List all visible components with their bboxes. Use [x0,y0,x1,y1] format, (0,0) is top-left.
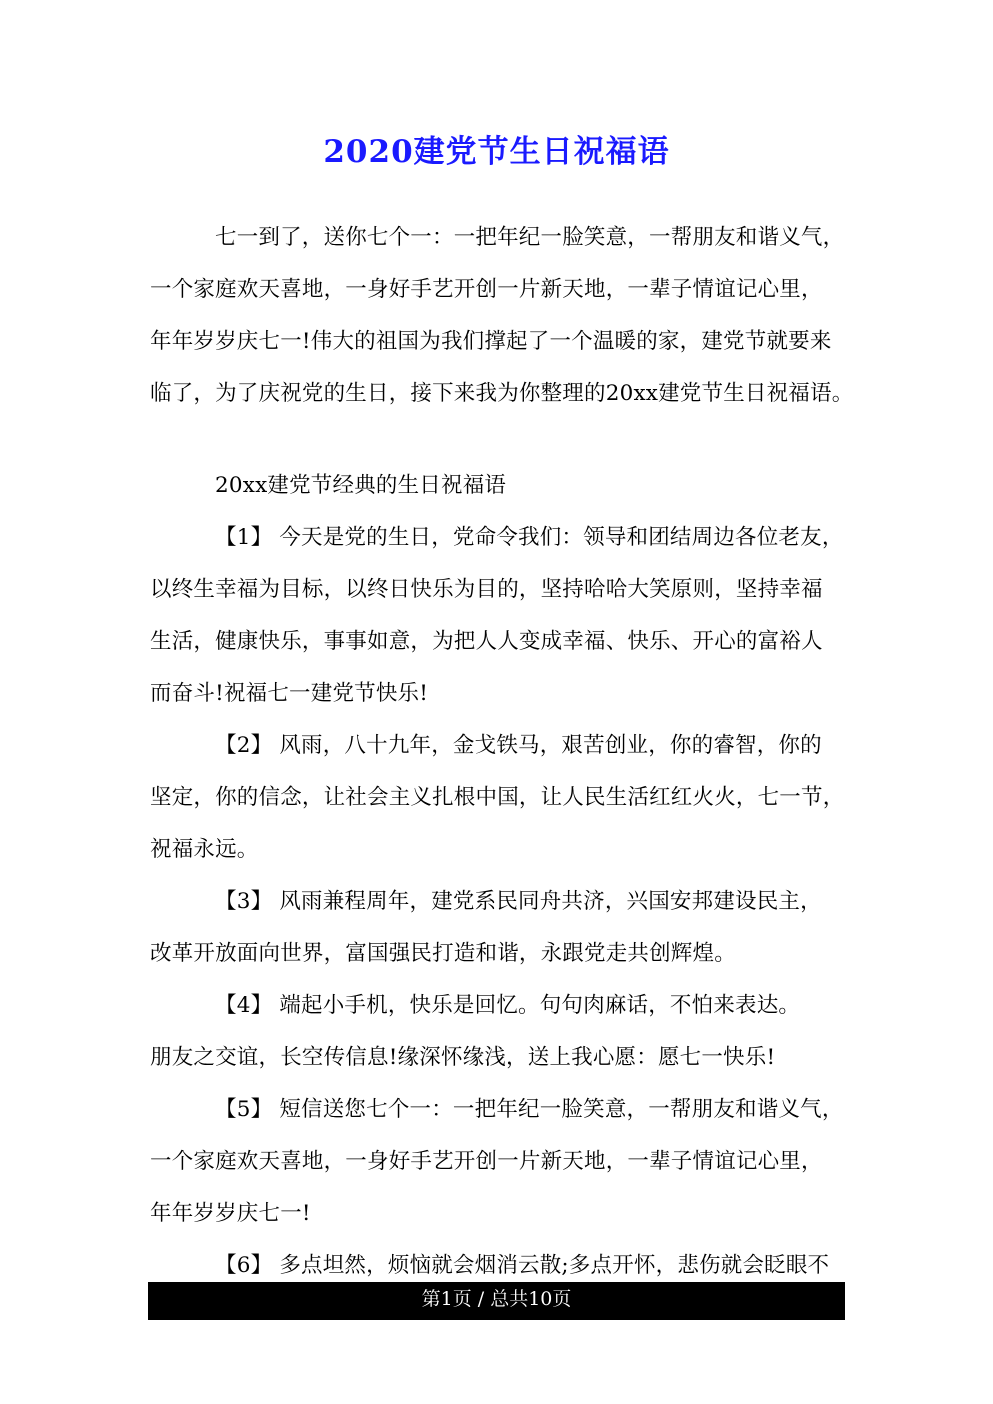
text-line: 【1】 今天是党的生日，党命令我们：领导和团结周边各位老友， [215,525,844,550]
text-line: 改革开放面向世界，富国强民打造和谐，永跟党走共创辉煌。 [150,941,736,966]
text-line: 而奋斗!祝福七一建党节快乐! [150,681,429,706]
text-line: 朋友之交谊，长空传信息!缘深怀缘浅，送上我心愿：愿七一快乐! [150,1045,776,1070]
text-line: 七一到了，送你七个一：一把年纪一脸笑意，一帮朋友和谐义气， [215,225,845,250]
text-line: 临了，为了庆祝党的生日，接下来我为你整理的20xx建党节生日祝福语。 [150,381,854,406]
text-line: 年年岁岁庆七一! [150,1201,311,1226]
document-title: 2020建党节生日祝福语 [323,134,670,170]
text-line: 坚定，你的信念，让社会主义扎根中国，让人民生活红红火火，七一节， [150,785,845,810]
text-line: 以终生幸福为目标，以终日快乐为目的，坚持哈哈大笑原则，坚持幸福 [150,577,823,602]
text-line: 20xx建党节经典的生日祝福语 [215,473,507,498]
text-line: 年年岁岁庆七一!伟大的祖国为我们撑起了一个温暖的家，建党节就要来 [150,329,832,354]
text-line: 生活，健康快乐，事事如意，为把人人变成幸福、快乐、开心的富裕人 [150,629,823,654]
text-line: 一个家庭欢天喜地，一身好手艺开创一片新天地，一辈子情谊记心里， [150,277,823,302]
text-line: 【6】 多点坦然，烦恼就会烟消云散;多点开怀，悲伤就会眨眼不 [215,1253,830,1278]
text-line: 【4】 端起小手机，快乐是回忆。句句肉麻话，不怕来表达。 [215,993,801,1018]
text-line: 【3】 风雨兼程周年，建党系民同舟共济，兴国安邦建设民主， [215,889,822,914]
text-line: 一个家庭欢天喜地，一身好手艺开创一片新天地，一辈子情谊记心里， [150,1149,823,1174]
page-indicator: 第1页 / 总共10页 [421,1288,572,1310]
text-line: 祝福永远。 [150,837,259,862]
text-line: 【5】 短信送您七个一：一把年纪一脸笑意，一帮朋友和谐义气， [215,1097,844,1122]
text-line: 【2】 风雨，八十九年，金戈铁马，艰苦创业，你的睿智，你的 [215,733,822,758]
